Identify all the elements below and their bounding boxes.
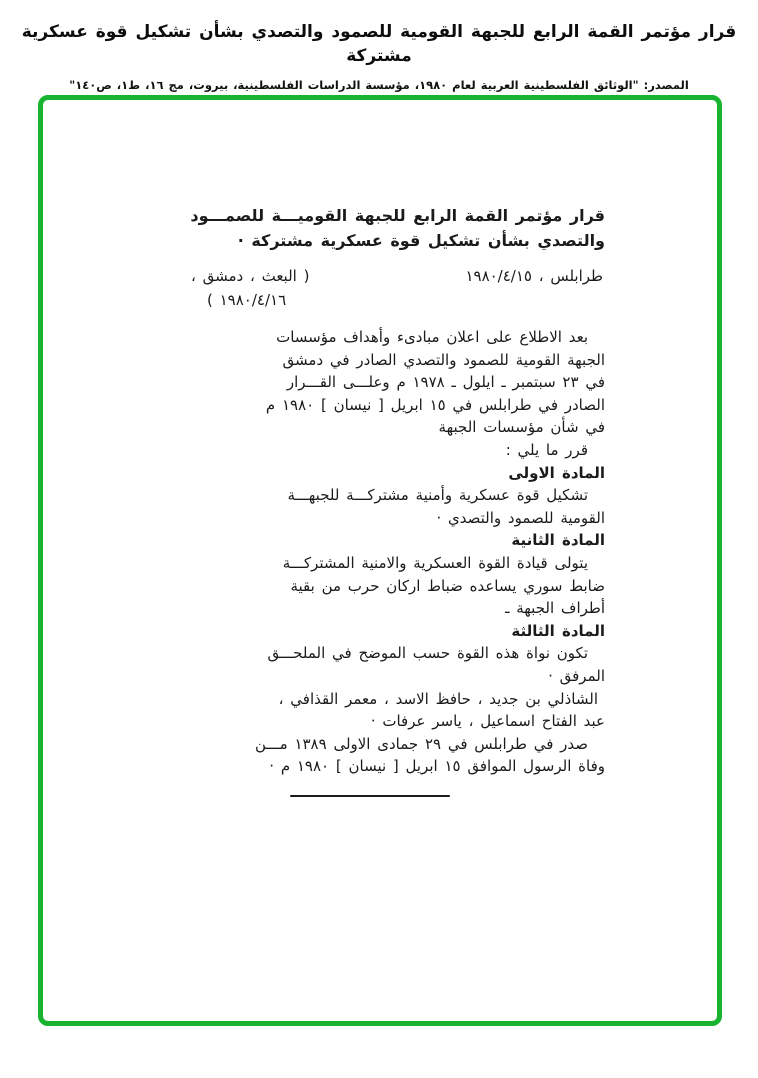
page-title: قرار مؤتمر القمة الرابع للجبهة القومية للصمود والتصدي بشأن تشكيل قوة عسكرية مشتركة [21, 22, 737, 66]
source-citation: المصدر: "الوثائق الفلسطينية العربية لعام ١٩٨٠، مؤسسة الدراسات الفلسطينية، بيروت، مج ١٦، ط١، ص١٤٠" [69, 78, 689, 92]
document-title-line1: قرار مؤتمر القمة الرابع للجبهة القوميـــة للصمـــود [190, 206, 605, 225]
document-line: ضابط سوري يساعده ضباط اركان حرب من بقية [290, 576, 605, 595]
document-line: عبد الفتاح اسماعيل ، ياسر عرفات · [370, 712, 605, 731]
dateline-source-ref-line2: ١٩٨٠/٤/١٦ ) [207, 291, 287, 309]
article-heading: المادة الثالثة [511, 621, 605, 640]
document-line: الجبهة القومية للصمود والتصدي الصادر في دمشق [282, 350, 605, 369]
document-line: تشكيل قوة عسكرية وأمنية مشتركـــة للجبهـــة [287, 486, 588, 505]
document-line: قرر ما يلي : [505, 440, 588, 459]
document-line: وفاة الرسول الموافق ١٥ ابريل [ نيسان ] ١٩٨٠ م · [269, 757, 605, 776]
article-heading: المادة الثانية [511, 531, 605, 550]
closing-rule [290, 795, 450, 797]
dateline [185, 267, 605, 317]
document-line: بعد الاطلاع على اعلان مبادىء وأهداف مؤسسات [276, 328, 588, 346]
document-line: أطراف الجبهة ـ [505, 599, 605, 618]
page-header [0, 20, 758, 92]
document-line: في شأن مؤسسات الجبهة [438, 418, 605, 437]
document-line: في ٢٣ سبتمبر ـ ايلول ـ ١٩٧٨ م وعلـــى القـــرار [286, 373, 605, 392]
article-heading: المادة الاولى [508, 463, 605, 482]
document-line: صدر في طرابلس في ٢٩ جمادى الاولى ١٣٨٩ مـــن [255, 734, 588, 753]
document-line: تكون نواة هذه القوة حسب الموضح في الملحـــق [267, 644, 588, 663]
document-body [185, 326, 605, 778]
document-line: المرفق · [548, 666, 605, 685]
document-title [185, 203, 605, 253]
document-line: يتولى قيادة القوة العسكرية والامنية المشتركـــة [282, 553, 588, 572]
document-title-line2: والتصدي بشأن تشكيل قوة عسكرية مشتركة · [237, 231, 605, 250]
dateline-place-date: طرابلس ، ١٩٨٠/٤/١٥ [465, 267, 603, 285]
document-line: القومية للصمود والتصدي · [436, 508, 605, 527]
scanned-document [185, 203, 605, 797]
dateline-source-ref-line1: ( البعث ، دمشق ، [191, 267, 310, 285]
document-line: الصادر في طرابلس في ١٥ ابريل [ نيسان ] ١٩٨٠ م [265, 395, 605, 414]
document-line: الشاذلي بن جديد ، حافظ الاسد ، معمر القذافي ، [278, 689, 598, 708]
